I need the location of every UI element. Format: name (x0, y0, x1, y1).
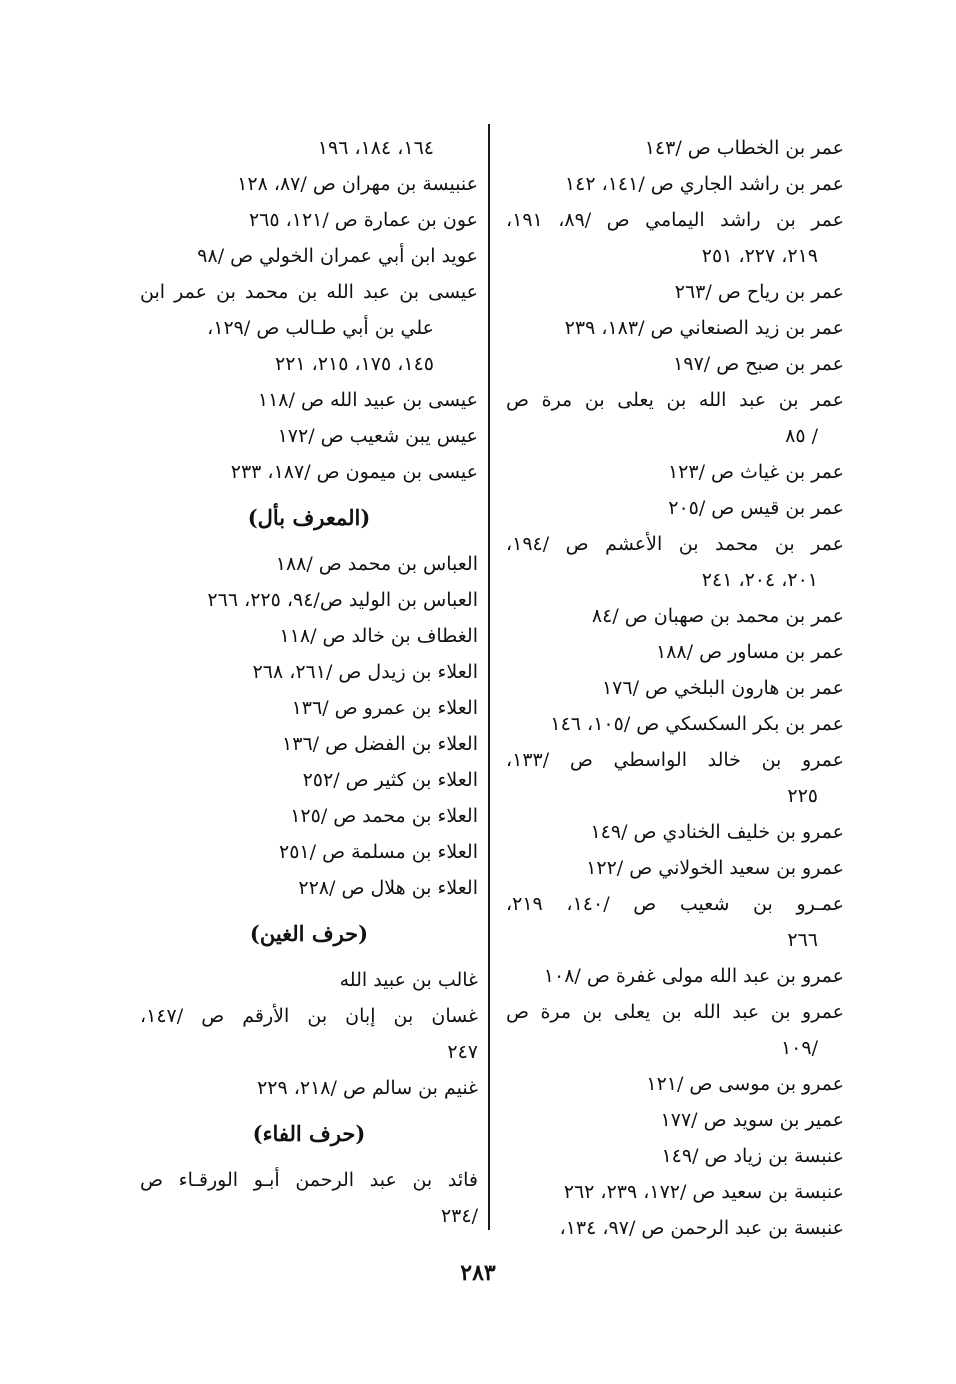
index-entry: الغطاف بن خالد ص /١١٨ (279, 625, 478, 647)
index-entry-continuation: ١٦٤، ١٨٤، ١٩٦ (317, 137, 434, 159)
index-entry: العلاء بن مسلمة ص /٢٥١ (279, 841, 478, 863)
index-entry-continuation: /١٠٩ (780, 1037, 818, 1059)
index-entry: العلاء بن زيدل ص /٢٦١، ٢٦٨ (252, 661, 478, 683)
index-entry: عمر بن صبح ص /١٩٧ (673, 353, 844, 375)
index-entry: غسان بن إبان بن الأرقم ص /١٤٧، (140, 1005, 478, 1027)
index-entry: العلاء بن محمد ص /١٢٥ (290, 805, 478, 827)
index-entry: عمرو بن عبد الله بن يعلى بن مرة ص (506, 1001, 844, 1023)
index-entry: عنبيسة بن مهران ص /٨٧، ١٢٨ (237, 173, 478, 195)
index-column-left (140, 130, 478, 1234)
index-entry: عمر بن بكر السكسكي ص /١٠٥، ١٤٦ (550, 713, 844, 735)
index-entry: عون بن عمارة ص /١٢١، ٢٦٥ (248, 209, 478, 231)
index-entry: عمرو بن موسى ص /١٢١ (646, 1073, 844, 1095)
index-column-right (506, 130, 844, 1246)
index-entry-continuation: ٢٤٧ (447, 1041, 478, 1063)
index-entry-continuation: علي بن أبي طـالب ص /١٢٩، (207, 317, 434, 339)
index-entry: عمـرو بن شعيب ص /١٤٠، ٢١٩، (506, 893, 844, 915)
index-entry: غالب بن عبيد الله (339, 969, 478, 991)
index-entry: عمرو بن خالد الواسطي ص /١٣٣، (506, 749, 844, 771)
index-entry: عمر بن عبد الله بن يعلى بن مرة ص (506, 389, 844, 411)
section-heading: (حرف الغين) (249, 921, 369, 946)
index-entry: عنبسة بن عبد الرحمن ص /٩٧، ١٣٤، (559, 1217, 844, 1239)
index-entry: عمر بن راشد الجاري ص /١٤١، ١٤٢ (564, 173, 844, 195)
index-entry: العلاء بن عمرو ص /١٣٦ (291, 697, 478, 719)
index-entry-continuation: / ٨٥ (785, 425, 818, 447)
section-heading: (حرف الفاء) (252, 1121, 366, 1146)
index-entry: عمر بن رياح ص /٢٦٣ (674, 281, 844, 303)
index-entry: عمير بن سويد ص /١٧٧ (660, 1109, 844, 1131)
index-entry: عمرو بن خليف الخنادي ص /١٤٩ (590, 821, 844, 843)
index-entry-continuation: ٢٠١، ٢٠٤، ٢٤١ (701, 569, 818, 591)
index-entry: عمرو بن سعيد الخولاني ص /١٢٢ (586, 857, 844, 879)
index-entry: فائد بن عبد الرحمن أبـو الورقـاء ص (140, 1169, 478, 1191)
index-entry: عويد ابن أبي عمران الخولي ص /٩٨ (197, 245, 478, 267)
index-entry: عمر بن قيس ص /٢٠٥ (668, 497, 844, 519)
index-entry: عيسى بن ميمون ص /١٨٧، ٢٣٣ (230, 461, 478, 483)
index-entry: عمر بن راشد اليمامي ص /٨٩، ١٩١، (506, 209, 844, 231)
index-entry-continuation: ١٤٥، ١٧٥، ٢١٥، ٢٢١ (274, 353, 434, 375)
section-heading: (المعرف بأل) (247, 505, 371, 530)
index-entry: عمرو بن عبد الله مولى غفرة ص /١٠٨ (543, 965, 844, 987)
index-entry: العباس بن محمد ص /١٨٨ (275, 553, 478, 575)
index-entry: العلاء بن هلال ص /٢٢٨ (298, 877, 478, 899)
index-entry: عمر بن زيد الصنعاني ص /١٨٣، ٢٣٩ (564, 317, 844, 339)
index-entry-continuation: /٢٣٤ (440, 1205, 478, 1227)
index-entry-continuation: ٢٢٥ (787, 785, 818, 807)
index-entry-continuation: ٢٦٦ (787, 929, 818, 951)
index-entry: غنيم بن سالم ص /٢١٨، ٢٢٩ (257, 1077, 478, 1099)
index-entry: عمر بن غياث ص /١٢٣ (667, 461, 844, 483)
index-entry: عمر بن هارون البلخي ص /١٧٦ (601, 677, 844, 699)
index-entry: عنبسة بن زياد ص /١٤٩ (661, 1145, 844, 1167)
index-entry: عيسى بن عبيد الله ص /١١٨ (257, 389, 478, 411)
column-divider (488, 124, 490, 1230)
index-entry: عمر بن محمد بن صهبان ص /٨٤ (591, 605, 844, 627)
index-entry: العلاء بن كثير ص /٢٥٢ (302, 769, 478, 791)
index-entry: عيسى بن عبد الله بن محمد بن عمر ابن (140, 281, 478, 303)
index-entry: عمر بن مساور ص /١٨٨ (656, 641, 844, 663)
index-entry: عمر بن الخطاب ص /١٤٣ (644, 137, 844, 159)
index-entry: العلاء بن الفضل ص /١٣٦ (282, 733, 478, 755)
index-entry: العباس بن الوليد ص/٩٤، ٢٢٥، ٢٦٦ (207, 589, 478, 611)
page-number: ٢٨٣ (460, 1260, 496, 1286)
index-entry: عمر بن محمد بن الأعشم ص /١٩٤، (506, 533, 844, 555)
index-entry: عنبسة بن سعيد ص /١٧٢، ٢٣٩، ٢٦٢ (563, 1181, 844, 1203)
index-entry-continuation: ٢١٩، ٢٢٧، ٢٥١ (701, 245, 818, 267)
index-entry: عيس يبن شعيب ص /١٧٢ (277, 425, 478, 447)
